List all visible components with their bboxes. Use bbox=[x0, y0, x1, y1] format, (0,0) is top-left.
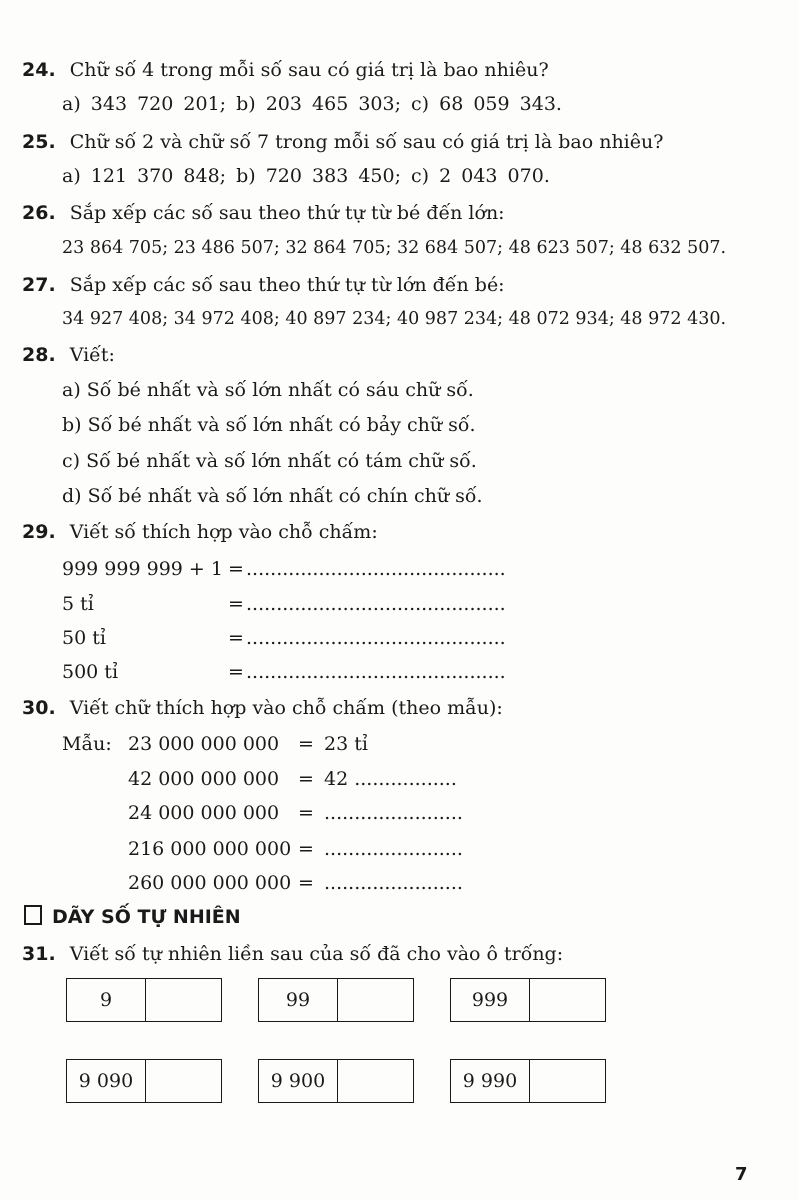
equation-left: 5 tỉ bbox=[62, 593, 94, 615]
problem-26-numbers: 23 864 705; 23 486 507; 32 864 705; 32 684 507; 48 623 507; 48 632 507. bbox=[62, 238, 727, 258]
answer-box[interactable] bbox=[529, 979, 605, 1021]
problem-text: Viết chữ thích hợp vào chỗ chấm (theo mẫu): bbox=[69, 697, 503, 719]
problem-28-c: c) Số bé nhất và số lớn nhất có tám chữ số. bbox=[62, 450, 477, 472]
problem-number: 25. bbox=[22, 131, 56, 153]
page-number: 7 bbox=[735, 1164, 748, 1185]
equation-equals: = bbox=[298, 768, 314, 790]
problem-text: Sắp xếp các số sau theo thứ tự từ bé đến lớn: bbox=[69, 202, 505, 224]
answer-box[interactable] bbox=[337, 1060, 413, 1102]
equation-left: 50 tỉ bbox=[62, 627, 106, 649]
equation-equals: = bbox=[228, 661, 244, 683]
answer-box-pair bbox=[450, 978, 606, 1022]
problem-text: Viết số thích hợp vào chỗ chấm: bbox=[69, 521, 378, 543]
section-title: DÃY SỐ TỰ NHIÊN bbox=[52, 906, 241, 928]
answer-blank: ....................... bbox=[324, 872, 463, 894]
problem-25-options: a) 121 370 848; b) 720 383 450; c) 2 043 070. bbox=[62, 165, 550, 187]
equation-left: 500 tỉ bbox=[62, 661, 119, 683]
equation-equals: = bbox=[298, 733, 314, 755]
problem-28 bbox=[22, 343, 115, 367]
answer-box[interactable] bbox=[145, 979, 221, 1021]
equation-left: 24 000 000 000 bbox=[128, 802, 280, 824]
answer-box[interactable] bbox=[337, 979, 413, 1021]
equation-equals: = bbox=[298, 872, 314, 894]
problem-text: Viết số tự nhiên liền sau của số đã cho vào ô trống: bbox=[69, 943, 564, 965]
problem-28-d: d) Số bé nhất và số lớn nhất có chín chữ số. bbox=[62, 485, 483, 507]
answer-blank: ....................... bbox=[324, 802, 463, 824]
problem-29 bbox=[22, 520, 378, 544]
problem-number: 31. bbox=[22, 943, 56, 965]
answer-blank: 42 ................. bbox=[324, 768, 457, 790]
sample-label: Mẫu: bbox=[62, 733, 112, 755]
problem-number: 27. bbox=[22, 274, 56, 296]
equation-left: 216 000 000 000 bbox=[128, 838, 292, 860]
problem-27 bbox=[22, 273, 505, 297]
problem-24 bbox=[22, 58, 549, 82]
equation-equals: = bbox=[228, 627, 244, 649]
equation-equals: = bbox=[228, 558, 244, 580]
given-number: 9 900 bbox=[270, 1070, 326, 1092]
answer-box-pair bbox=[258, 1059, 414, 1103]
equation-equals: = bbox=[298, 838, 314, 860]
given-number: 9 bbox=[99, 989, 113, 1011]
answer-blank: ....................... bbox=[324, 838, 463, 860]
problem-text: Sắp xếp các số sau theo thứ tự từ lớn đến bé: bbox=[69, 274, 505, 296]
equation-equals: = bbox=[298, 802, 314, 824]
problem-text: Viết: bbox=[69, 344, 115, 366]
problem-28-a: a) Số bé nhất và số lớn nhất có sáu chữ số. bbox=[62, 379, 474, 401]
answer-box-pair bbox=[258, 978, 414, 1022]
problem-30 bbox=[22, 696, 503, 720]
problem-25 bbox=[22, 130, 663, 154]
equation-left: 999 999 999 + 1 bbox=[62, 558, 223, 580]
sample-answer: 23 tỉ bbox=[324, 733, 368, 755]
section-heading bbox=[24, 905, 241, 929]
problem-26 bbox=[22, 201, 505, 225]
problem-28-b: b) Số bé nhất và số lớn nhất có bảy chữ số. bbox=[62, 414, 476, 436]
problem-24-options: a) 343 720 201; b) 203 465 303; c) 68 059 343. bbox=[62, 93, 562, 115]
given-number: 9 990 bbox=[462, 1070, 518, 1092]
problem-27-numbers: 34 927 408; 34 972 408; 40 897 234; 40 987 234; 48 072 934; 48 972 430. bbox=[62, 309, 727, 329]
problem-number: 30. bbox=[22, 697, 56, 719]
problem-text: Chữ số 2 và chữ số 7 trong mỗi số sau có giá trị là bao nhiêu? bbox=[69, 131, 664, 153]
problem-31 bbox=[22, 942, 563, 966]
answer-box-pair bbox=[66, 1059, 222, 1103]
answer-box[interactable] bbox=[145, 1060, 221, 1102]
equation-left: 23 000 000 000 bbox=[128, 733, 280, 755]
answer-blank: ........................................... bbox=[246, 627, 506, 649]
given-number: 999 bbox=[471, 989, 509, 1011]
equation-left: 42 000 000 000 bbox=[128, 768, 280, 790]
answer-blank: ........................................... bbox=[246, 558, 506, 580]
answer-blank: ........................................... bbox=[246, 661, 506, 683]
given-number: 99 bbox=[285, 989, 311, 1011]
problem-number: 26. bbox=[22, 202, 56, 224]
answer-box[interactable] bbox=[529, 1060, 605, 1102]
equation-equals: = bbox=[228, 593, 244, 615]
answer-box-pair bbox=[66, 978, 222, 1022]
checkbox-square-icon bbox=[24, 905, 42, 925]
answer-blank: ........................................... bbox=[246, 593, 506, 615]
equation-left: 260 000 000 000 bbox=[128, 872, 292, 894]
problem-number: 29. bbox=[22, 521, 56, 543]
problem-text: Chữ số 4 trong mỗi số sau có giá trị là bao nhiêu? bbox=[69, 59, 549, 81]
problem-number: 24. bbox=[22, 59, 56, 81]
problem-number: 28. bbox=[22, 344, 56, 366]
given-number: 9 090 bbox=[78, 1070, 134, 1092]
answer-box-pair bbox=[450, 1059, 606, 1103]
